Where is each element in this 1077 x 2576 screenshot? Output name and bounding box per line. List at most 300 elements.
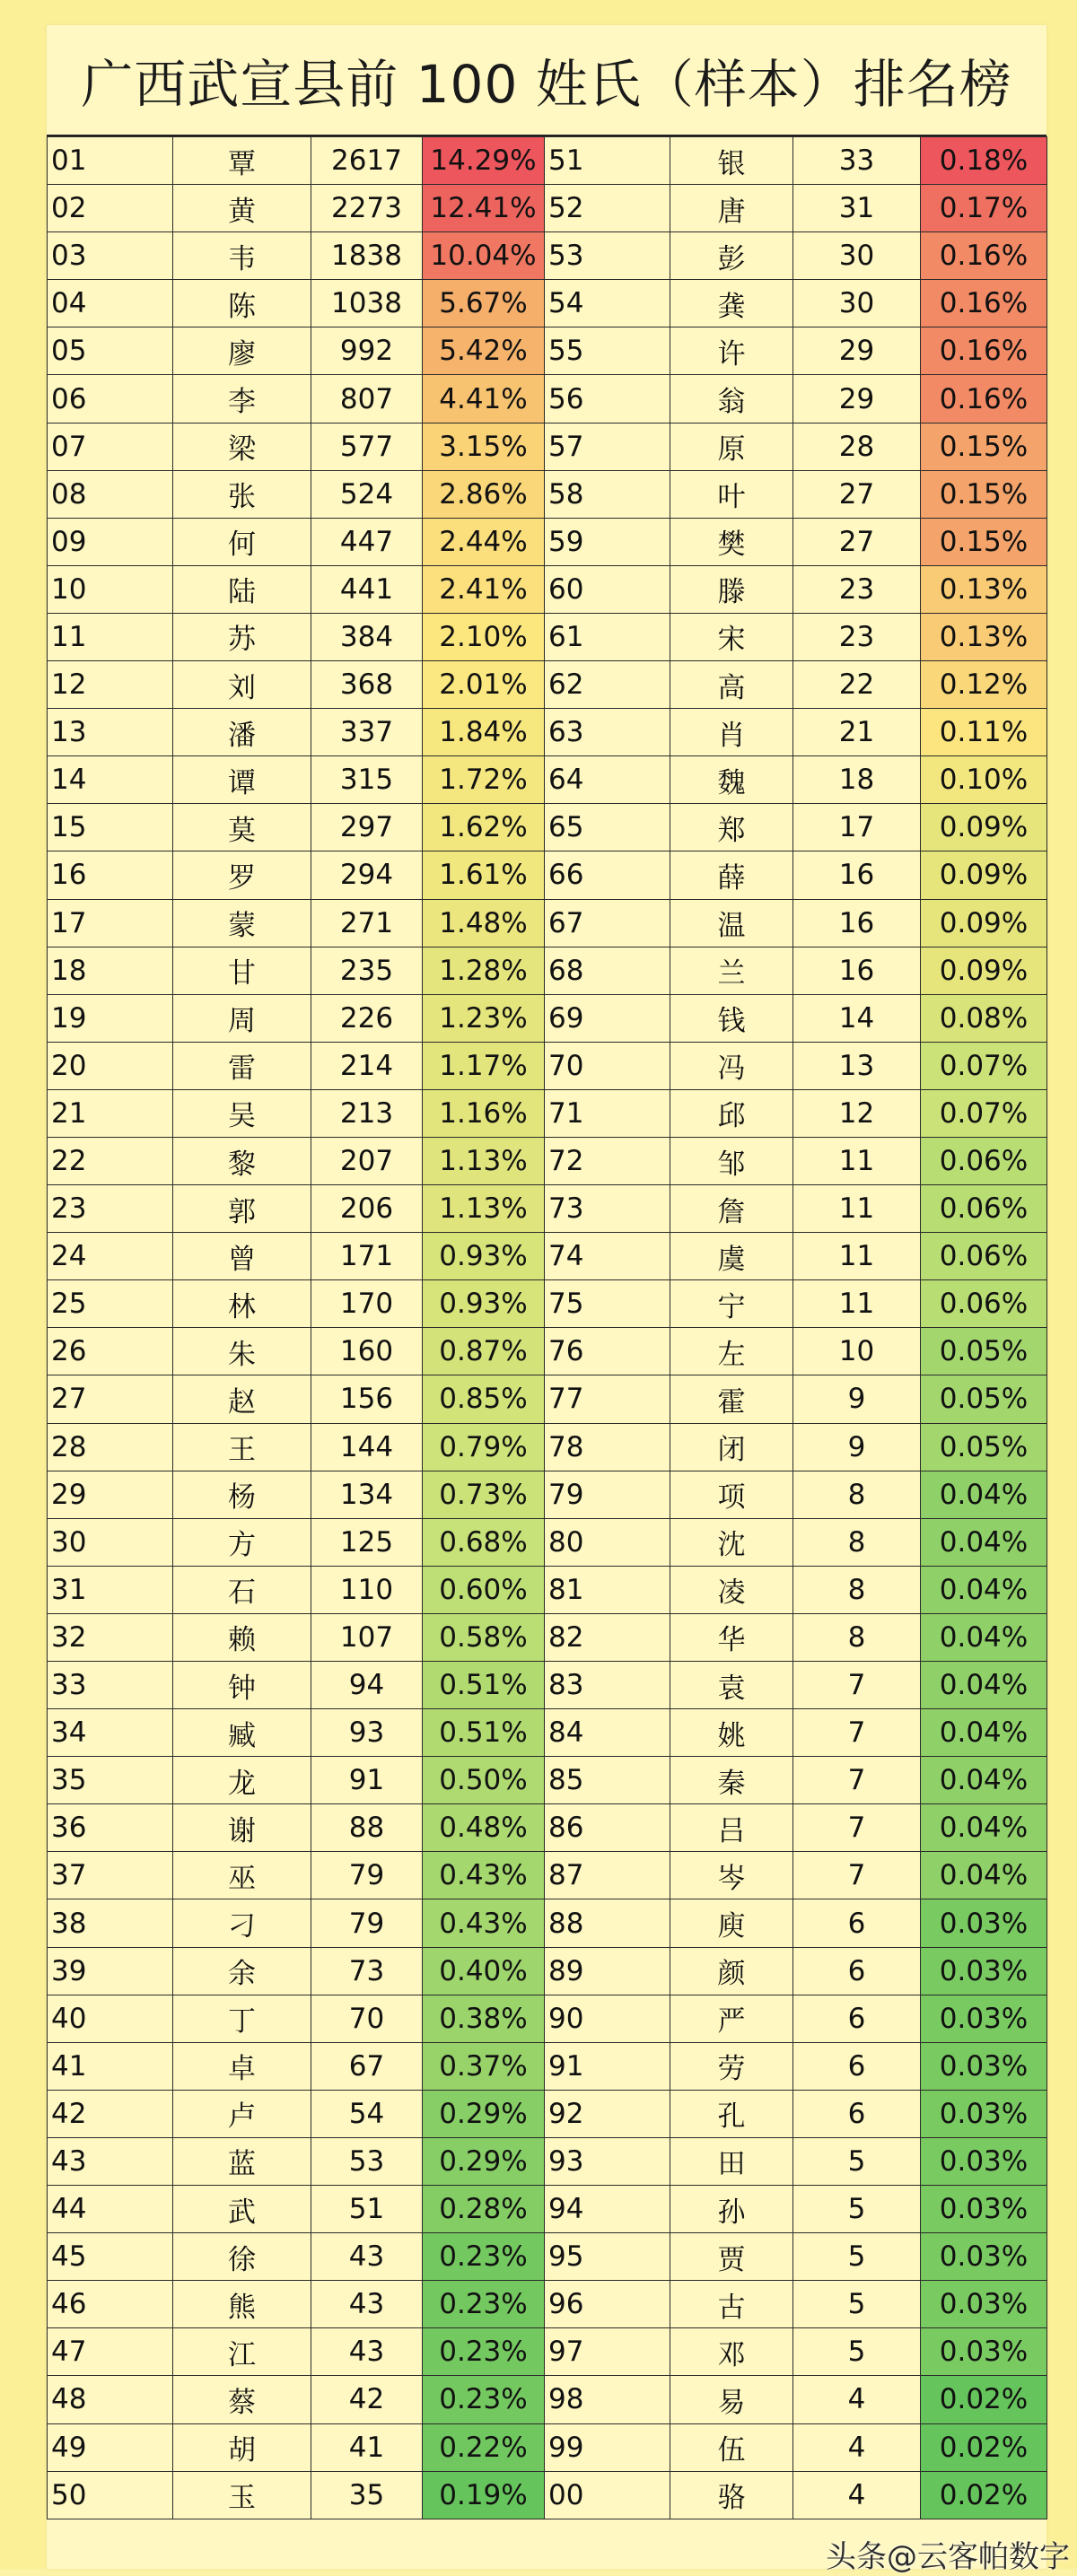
table-row bbox=[48, 2137, 1047, 2185]
right-count-cell: 33 bbox=[793, 137, 921, 185]
left-pct-cell: 0.29% bbox=[423, 2137, 545, 2185]
left-name-cell: 徐 bbox=[173, 2233, 311, 2281]
right-name-cell: 孔 bbox=[670, 2090, 793, 2137]
left-rank-cell: 01 bbox=[48, 137, 173, 185]
right-count-cell: 16 bbox=[793, 899, 921, 947]
table-row bbox=[48, 613, 1047, 660]
right-count-cell: 14 bbox=[793, 994, 921, 1042]
left-pct-cell: 0.37% bbox=[423, 2042, 545, 2090]
right-count-cell: 5 bbox=[793, 2281, 921, 2328]
left-pct-cell: 1.61% bbox=[423, 851, 545, 899]
right-name-cell: 冯 bbox=[670, 1042, 793, 1089]
table-row bbox=[48, 1757, 1047, 1804]
table-row bbox=[48, 327, 1047, 375]
table-row bbox=[48, 1185, 1047, 1233]
left-name-cell: 周 bbox=[173, 994, 311, 1042]
left-rank-cell: 22 bbox=[48, 1137, 173, 1184]
left-rank-cell: 05 bbox=[48, 327, 173, 375]
right-pct-cell: 0.10% bbox=[921, 756, 1047, 804]
left-count-cell: 134 bbox=[311, 1471, 423, 1518]
table-row bbox=[48, 804, 1047, 851]
right-name-cell: 郑 bbox=[670, 804, 793, 851]
right-rank-cell: 58 bbox=[545, 470, 670, 518]
right-rank-cell: 78 bbox=[545, 1423, 670, 1471]
right-count-cell: 8 bbox=[793, 1518, 921, 1566]
right-name-cell: 詹 bbox=[670, 1185, 793, 1233]
table-row bbox=[48, 1613, 1047, 1661]
right-pct-cell: 0.03% bbox=[921, 2137, 1047, 2185]
right-count-cell: 11 bbox=[793, 1137, 921, 1184]
left-name-cell: 蔡 bbox=[173, 2376, 311, 2423]
table-row bbox=[48, 2090, 1047, 2137]
right-pct-cell: 0.12% bbox=[921, 661, 1047, 709]
left-name-cell: 雷 bbox=[173, 1042, 311, 1089]
left-count-cell: 93 bbox=[311, 1709, 423, 1757]
left-rank-cell: 50 bbox=[48, 2471, 173, 2519]
left-count-cell: 51 bbox=[311, 2186, 423, 2233]
left-pct-cell: 1.28% bbox=[423, 947, 545, 994]
left-pct-cell: 2.44% bbox=[423, 518, 545, 565]
right-name-cell: 宁 bbox=[670, 1280, 793, 1328]
right-rank-cell: 53 bbox=[545, 232, 670, 280]
left-rank-cell: 03 bbox=[48, 232, 173, 280]
left-name-cell: 甘 bbox=[173, 947, 311, 994]
right-name-cell: 颜 bbox=[670, 1947, 793, 1995]
right-pct-cell: 0.15% bbox=[921, 470, 1047, 518]
right-count-cell: 6 bbox=[793, 1995, 921, 2042]
right-pct-cell: 0.18% bbox=[921, 137, 1047, 185]
table-row bbox=[48, 1280, 1047, 1328]
table-row bbox=[48, 1423, 1047, 1471]
left-name-cell: 胡 bbox=[173, 2423, 311, 2471]
right-pct-cell: 0.09% bbox=[921, 947, 1047, 994]
left-name-cell: 石 bbox=[173, 1566, 311, 1613]
right-pct-cell: 0.06% bbox=[921, 1185, 1047, 1233]
right-name-cell: 袁 bbox=[670, 1662, 793, 1709]
right-count-cell: 9 bbox=[793, 1375, 921, 1423]
table-row bbox=[48, 423, 1047, 470]
right-count-cell: 23 bbox=[793, 613, 921, 660]
left-pct-cell: 1.23% bbox=[423, 994, 545, 1042]
right-rank-cell: 87 bbox=[545, 1852, 670, 1899]
table-row bbox=[48, 2281, 1047, 2328]
left-pct-cell: 0.85% bbox=[423, 1375, 545, 1423]
left-count-cell: 107 bbox=[311, 1613, 423, 1661]
right-rank-cell: 82 bbox=[545, 1613, 670, 1661]
right-rank-cell: 70 bbox=[545, 1042, 670, 1089]
right-pct-cell: 0.04% bbox=[921, 1852, 1047, 1899]
right-rank-cell: 64 bbox=[545, 756, 670, 804]
left-count-cell: 67 bbox=[311, 2042, 423, 2090]
right-name-cell: 左 bbox=[670, 1328, 793, 1375]
left-count-cell: 992 bbox=[311, 327, 423, 375]
left-rank-cell: 28 bbox=[48, 1423, 173, 1471]
table-row bbox=[48, 565, 1047, 613]
left-rank-cell: 41 bbox=[48, 2042, 173, 2090]
surname-ranking-table bbox=[47, 136, 1047, 2519]
right-name-cell: 兰 bbox=[670, 947, 793, 994]
right-count-cell: 7 bbox=[793, 1852, 921, 1899]
left-pct-cell: 1.62% bbox=[423, 804, 545, 851]
right-rank-cell: 74 bbox=[545, 1233, 670, 1280]
right-pct-cell: 0.04% bbox=[921, 1757, 1047, 1804]
right-rank-cell: 90 bbox=[545, 1995, 670, 2042]
left-count-cell: 577 bbox=[311, 423, 423, 470]
left-pct-cell: 5.42% bbox=[423, 327, 545, 375]
table-row bbox=[48, 1709, 1047, 1757]
right-count-cell: 11 bbox=[793, 1233, 921, 1280]
left-pct-cell: 2.01% bbox=[423, 661, 545, 709]
left-name-cell: 朱 bbox=[173, 1328, 311, 1375]
left-count-cell: 170 bbox=[311, 1280, 423, 1328]
left-pct-cell: 14.29% bbox=[423, 137, 545, 185]
left-rank-cell: 49 bbox=[48, 2423, 173, 2471]
left-count-cell: 1038 bbox=[311, 280, 423, 327]
left-name-cell: 覃 bbox=[173, 137, 311, 185]
right-name-cell: 劳 bbox=[670, 2042, 793, 2090]
left-rank-cell: 33 bbox=[48, 1662, 173, 1709]
right-name-cell: 岑 bbox=[670, 1852, 793, 1899]
left-name-cell: 玉 bbox=[173, 2471, 311, 2519]
right-pct-cell: 0.04% bbox=[921, 1471, 1047, 1518]
left-rank-cell: 47 bbox=[48, 2328, 173, 2376]
left-pct-cell: 2.86% bbox=[423, 470, 545, 518]
right-pct-cell: 0.05% bbox=[921, 1423, 1047, 1471]
right-name-cell: 姚 bbox=[670, 1709, 793, 1757]
right-rank-cell: 61 bbox=[545, 613, 670, 660]
left-pct-cell: 0.23% bbox=[423, 2376, 545, 2423]
left-count-cell: 94 bbox=[311, 1662, 423, 1709]
table-row bbox=[48, 2042, 1047, 2090]
right-rank-cell: 80 bbox=[545, 1518, 670, 1566]
left-count-cell: 2273 bbox=[311, 185, 423, 232]
right-name-cell: 虞 bbox=[670, 1233, 793, 1280]
left-count-cell: 54 bbox=[311, 2090, 423, 2137]
left-pct-cell: 0.29% bbox=[423, 2090, 545, 2137]
right-name-cell: 宋 bbox=[670, 613, 793, 660]
left-pct-cell: 10.04% bbox=[423, 232, 545, 280]
left-rank-cell: 43 bbox=[48, 2137, 173, 2185]
left-rank-cell: 48 bbox=[48, 2376, 173, 2423]
right-count-cell: 5 bbox=[793, 2233, 921, 2281]
left-rank-cell: 19 bbox=[48, 994, 173, 1042]
left-pct-cell: 1.17% bbox=[423, 1042, 545, 1089]
right-name-cell: 贾 bbox=[670, 2233, 793, 2281]
left-rank-cell: 02 bbox=[48, 185, 173, 232]
right-pct-cell: 0.06% bbox=[921, 1137, 1047, 1184]
left-name-cell: 黎 bbox=[173, 1137, 311, 1184]
right-pct-cell: 0.04% bbox=[921, 1804, 1047, 1852]
table-row bbox=[48, 2233, 1047, 2281]
left-name-cell: 刘 bbox=[173, 661, 311, 709]
right-count-cell: 9 bbox=[793, 1423, 921, 1471]
left-name-cell: 钟 bbox=[173, 1662, 311, 1709]
right-rank-cell: 77 bbox=[545, 1375, 670, 1423]
right-pct-cell: 0.03% bbox=[921, 2328, 1047, 2376]
right-pct-cell: 0.03% bbox=[921, 2281, 1047, 2328]
left-pct-cell: 0.93% bbox=[423, 1280, 545, 1328]
table-row bbox=[48, 2471, 1047, 2519]
right-pct-cell: 0.03% bbox=[921, 2042, 1047, 2090]
right-name-cell: 凌 bbox=[670, 1566, 793, 1613]
left-name-cell: 林 bbox=[173, 1280, 311, 1328]
right-name-cell: 孙 bbox=[670, 2186, 793, 2233]
table-row bbox=[48, 375, 1047, 423]
right-name-cell: 唐 bbox=[670, 185, 793, 232]
right-count-cell: 7 bbox=[793, 1662, 921, 1709]
left-count-cell: 160 bbox=[311, 1328, 423, 1375]
right-count-cell: 13 bbox=[793, 1042, 921, 1089]
right-name-cell: 沈 bbox=[670, 1518, 793, 1566]
left-name-cell: 江 bbox=[173, 2328, 311, 2376]
table-row bbox=[48, 137, 1047, 185]
left-pct-cell: 1.72% bbox=[423, 756, 545, 804]
right-rank-cell: 84 bbox=[545, 1709, 670, 1757]
left-name-cell: 莫 bbox=[173, 804, 311, 851]
right-count-cell: 5 bbox=[793, 2328, 921, 2376]
left-rank-cell: 37 bbox=[48, 1852, 173, 1899]
left-name-cell: 巫 bbox=[173, 1852, 311, 1899]
right-pct-cell: 0.06% bbox=[921, 1280, 1047, 1328]
left-count-cell: 213 bbox=[311, 1089, 423, 1137]
left-count-cell: 214 bbox=[311, 1042, 423, 1089]
left-count-cell: 1838 bbox=[311, 232, 423, 280]
right-pct-cell: 0.03% bbox=[921, 2233, 1047, 2281]
left-name-cell: 蒙 bbox=[173, 899, 311, 947]
left-count-cell: 271 bbox=[311, 899, 423, 947]
right-rank-cell: 93 bbox=[545, 2137, 670, 2185]
right-name-cell: 银 bbox=[670, 137, 793, 185]
left-count-cell: 206 bbox=[311, 1185, 423, 1233]
right-count-cell: 16 bbox=[793, 851, 921, 899]
left-rank-cell: 17 bbox=[48, 899, 173, 947]
right-pct-cell: 0.13% bbox=[921, 565, 1047, 613]
table-row bbox=[48, 2376, 1047, 2423]
table-row bbox=[48, 2328, 1047, 2376]
left-pct-cell: 0.68% bbox=[423, 1518, 545, 1566]
left-pct-cell: 0.60% bbox=[423, 1566, 545, 1613]
ranking-table-body bbox=[48, 137, 1047, 2519]
right-name-cell: 彭 bbox=[670, 232, 793, 280]
right-count-cell: 8 bbox=[793, 1471, 921, 1518]
right-count-cell: 8 bbox=[793, 1613, 921, 1661]
left-pct-cell: 0.43% bbox=[423, 1899, 545, 1947]
left-name-cell: 梁 bbox=[173, 423, 311, 470]
right-rank-cell: 72 bbox=[545, 1137, 670, 1184]
right-rank-cell: 98 bbox=[545, 2376, 670, 2423]
right-count-cell: 7 bbox=[793, 1709, 921, 1757]
left-rank-cell: 16 bbox=[48, 851, 173, 899]
right-name-cell: 滕 bbox=[670, 565, 793, 613]
left-name-cell: 丁 bbox=[173, 1995, 311, 2042]
left-rank-cell: 10 bbox=[48, 565, 173, 613]
right-count-cell: 22 bbox=[793, 661, 921, 709]
right-pct-cell: 0.16% bbox=[921, 280, 1047, 327]
right-count-cell: 10 bbox=[793, 1328, 921, 1375]
right-rank-cell: 99 bbox=[545, 2423, 670, 2471]
right-pct-cell: 0.05% bbox=[921, 1328, 1047, 1375]
left-count-cell: 35 bbox=[311, 2471, 423, 2519]
table-row bbox=[48, 1995, 1047, 2042]
left-count-cell: 73 bbox=[311, 1947, 423, 1995]
right-name-cell: 项 bbox=[670, 1471, 793, 1518]
right-pct-cell: 0.16% bbox=[921, 232, 1047, 280]
right-pct-cell: 0.03% bbox=[921, 1899, 1047, 1947]
left-pct-cell: 5.67% bbox=[423, 280, 545, 327]
right-name-cell: 华 bbox=[670, 1613, 793, 1661]
table-row bbox=[48, 1566, 1047, 1613]
left-pct-cell: 2.10% bbox=[423, 613, 545, 660]
right-rank-cell: 86 bbox=[545, 1804, 670, 1852]
left-name-cell: 郭 bbox=[173, 1185, 311, 1233]
table-row bbox=[48, 185, 1047, 232]
left-name-cell: 潘 bbox=[173, 709, 311, 756]
page-title: 广西武宣县前 100 姓氏（样本）排名榜 bbox=[47, 25, 1046, 136]
table-row bbox=[48, 1375, 1047, 1423]
left-name-cell: 臧 bbox=[173, 1709, 311, 1757]
right-rank-cell: 57 bbox=[545, 423, 670, 470]
right-count-cell: 4 bbox=[793, 2471, 921, 2519]
left-name-cell: 王 bbox=[173, 1423, 311, 1471]
right-pct-cell: 0.09% bbox=[921, 804, 1047, 851]
right-rank-cell: 96 bbox=[545, 2281, 670, 2328]
right-pct-cell: 0.04% bbox=[921, 1662, 1047, 1709]
right-name-cell: 钱 bbox=[670, 994, 793, 1042]
left-rank-cell: 44 bbox=[48, 2186, 173, 2233]
watermark-text: 头条@云客帕数字 bbox=[826, 2539, 1070, 2575]
right-rank-cell: 73 bbox=[545, 1185, 670, 1233]
table-row bbox=[48, 2186, 1047, 2233]
right-count-cell: 16 bbox=[793, 947, 921, 994]
right-name-cell: 严 bbox=[670, 1995, 793, 2042]
left-count-cell: 207 bbox=[311, 1137, 423, 1184]
right-rank-cell: 67 bbox=[545, 899, 670, 947]
left-rank-cell: 36 bbox=[48, 1804, 173, 1852]
left-count-cell: 315 bbox=[311, 756, 423, 804]
right-name-cell: 龚 bbox=[670, 280, 793, 327]
right-count-cell: 28 bbox=[793, 423, 921, 470]
table-row bbox=[48, 709, 1047, 756]
left-rank-cell: 29 bbox=[48, 1471, 173, 1518]
right-count-cell: 29 bbox=[793, 327, 921, 375]
left-count-cell: 441 bbox=[311, 565, 423, 613]
table-row bbox=[48, 1852, 1047, 1899]
right-rank-cell: 55 bbox=[545, 327, 670, 375]
table-row bbox=[48, 2423, 1047, 2471]
right-name-cell: 温 bbox=[670, 899, 793, 947]
right-pct-cell: 0.04% bbox=[921, 1613, 1047, 1661]
right-name-cell: 许 bbox=[670, 327, 793, 375]
right-count-cell: 7 bbox=[793, 1757, 921, 1804]
left-name-cell: 陆 bbox=[173, 565, 311, 613]
left-count-cell: 235 bbox=[311, 947, 423, 994]
left-rank-cell: 09 bbox=[48, 518, 173, 565]
right-name-cell: 霍 bbox=[670, 1375, 793, 1423]
left-rank-cell: 32 bbox=[48, 1613, 173, 1661]
left-pct-cell: 0.23% bbox=[423, 2233, 545, 2281]
left-count-cell: 2617 bbox=[311, 137, 423, 185]
right-pct-cell: 0.04% bbox=[921, 1566, 1047, 1613]
left-rank-cell: 12 bbox=[48, 661, 173, 709]
left-pct-cell: 0.58% bbox=[423, 1613, 545, 1661]
right-rank-cell: 71 bbox=[545, 1089, 670, 1137]
right-rank-cell: 51 bbox=[545, 137, 670, 185]
table-row bbox=[48, 1662, 1047, 1709]
right-count-cell: 17 bbox=[793, 804, 921, 851]
table-row bbox=[48, 1804, 1047, 1852]
table-row bbox=[48, 1042, 1047, 1089]
right-pct-cell: 0.08% bbox=[921, 994, 1047, 1042]
table-row bbox=[48, 1089, 1047, 1137]
right-pct-cell: 0.03% bbox=[921, 1995, 1047, 2042]
left-name-cell: 赵 bbox=[173, 1375, 311, 1423]
right-name-cell: 邱 bbox=[670, 1089, 793, 1137]
left-pct-cell: 0.40% bbox=[423, 1947, 545, 1995]
left-name-cell: 吴 bbox=[173, 1089, 311, 1137]
right-pct-cell: 0.11% bbox=[921, 709, 1047, 756]
right-name-cell: 田 bbox=[670, 2137, 793, 2185]
right-count-cell: 11 bbox=[793, 1280, 921, 1328]
table-row bbox=[48, 661, 1047, 709]
left-pct-cell: 2.41% bbox=[423, 565, 545, 613]
left-rank-cell: 34 bbox=[48, 1709, 173, 1757]
right-rank-cell: 68 bbox=[545, 947, 670, 994]
right-rank-cell: 94 bbox=[545, 2186, 670, 2233]
left-count-cell: 91 bbox=[311, 1757, 423, 1804]
left-rank-cell: 40 bbox=[48, 1995, 173, 2042]
table-row bbox=[48, 1947, 1047, 1995]
right-rank-cell: 97 bbox=[545, 2328, 670, 2376]
table-row bbox=[48, 232, 1047, 280]
table-row bbox=[48, 899, 1047, 947]
left-name-cell: 谭 bbox=[173, 756, 311, 804]
right-name-cell: 叶 bbox=[670, 470, 793, 518]
table-row bbox=[48, 756, 1047, 804]
right-count-cell: 6 bbox=[793, 1899, 921, 1947]
right-rank-cell: 56 bbox=[545, 375, 670, 423]
left-name-cell: 何 bbox=[173, 518, 311, 565]
left-name-cell: 陈 bbox=[173, 280, 311, 327]
left-rank-cell: 14 bbox=[48, 756, 173, 804]
left-count-cell: 43 bbox=[311, 2281, 423, 2328]
right-rank-cell: 00 bbox=[545, 2471, 670, 2519]
right-name-cell: 古 bbox=[670, 2281, 793, 2328]
right-rank-cell: 62 bbox=[545, 661, 670, 709]
right-name-cell: 闭 bbox=[670, 1423, 793, 1471]
right-pct-cell: 0.15% bbox=[921, 423, 1047, 470]
right-pct-cell: 0.13% bbox=[921, 613, 1047, 660]
right-count-cell: 30 bbox=[793, 232, 921, 280]
right-rank-cell: 69 bbox=[545, 994, 670, 1042]
left-rank-cell: 06 bbox=[48, 375, 173, 423]
right-count-cell: 27 bbox=[793, 470, 921, 518]
left-name-cell: 方 bbox=[173, 1518, 311, 1566]
right-name-cell: 庾 bbox=[670, 1899, 793, 1947]
left-pct-cell: 0.51% bbox=[423, 1662, 545, 1709]
right-name-cell: 原 bbox=[670, 423, 793, 470]
left-count-cell: 171 bbox=[311, 1233, 423, 1280]
right-pct-cell: 0.07% bbox=[921, 1089, 1047, 1137]
left-name-cell: 卓 bbox=[173, 2042, 311, 2090]
left-count-cell: 53 bbox=[311, 2137, 423, 2185]
left-count-cell: 43 bbox=[311, 2233, 423, 2281]
table-row bbox=[48, 1328, 1047, 1375]
right-name-cell: 肖 bbox=[670, 709, 793, 756]
left-pct-cell: 0.28% bbox=[423, 2186, 545, 2233]
right-pct-cell: 0.02% bbox=[921, 2376, 1047, 2423]
right-pct-cell: 0.07% bbox=[921, 1042, 1047, 1089]
right-rank-cell: 95 bbox=[545, 2233, 670, 2281]
